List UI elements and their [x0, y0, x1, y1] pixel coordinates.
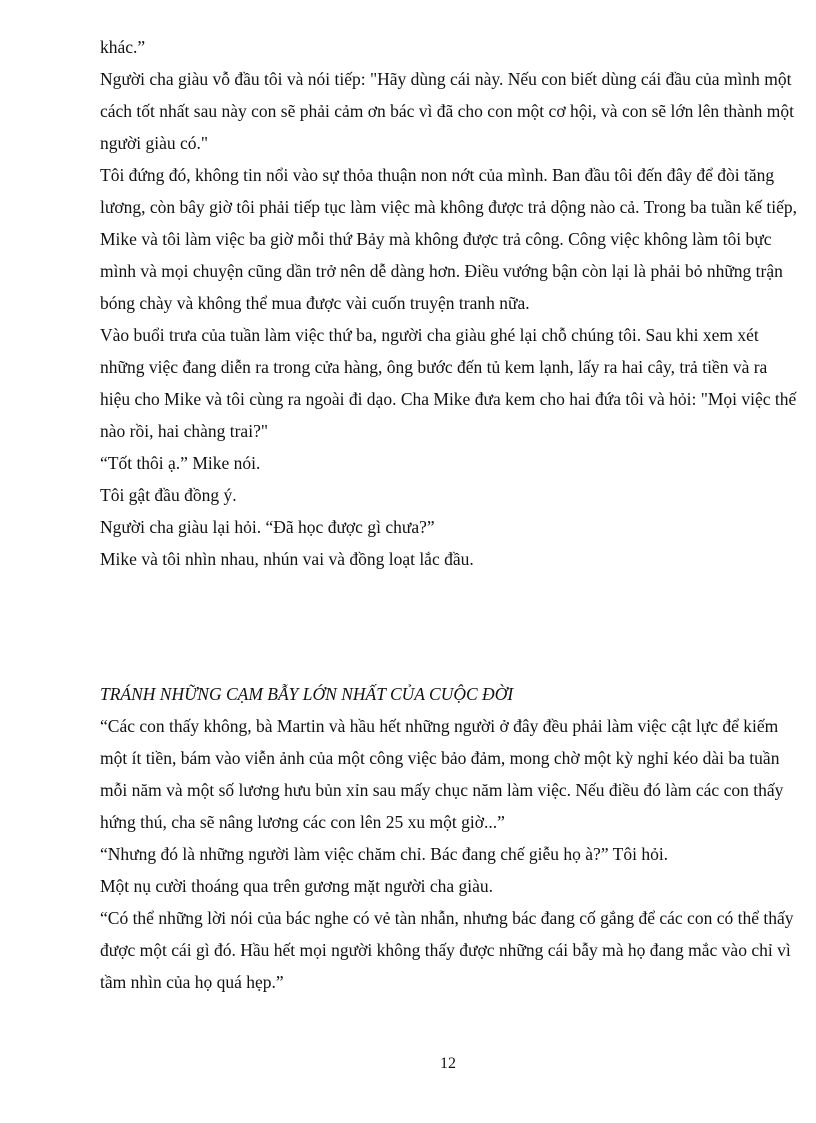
paragraph: “Tốt thôi ạ.” Mike nói.	[100, 453, 261, 473]
paragraph: Vào buổi trưa của tuần làm việc thứ ba, người cha giàu ghé lại chỗ chúng tôi. Sau khi xem xét những việc đang diễn ra trong cửa hàng, ông bước đến tủ kem lạnh, lấy ra hai cây, trả tiền và ra hiệu cho Mike và tôi cùng ra ngoài đi dạo. Cha Mike đưa kem cho hai đứa tôi và hỏi: "Mọi việc thế nào rồi, hai chàng trai?"	[100, 325, 797, 441]
paragraph: Tôi gật đầu đồng ý.	[100, 485, 237, 505]
paragraph: Tôi đứng đó, không tin nổi vào sự thỏa thuận non nớt của mình. Ban đầu tôi đến đây để đòi tăng lương, còn bây giờ tôi phải tiếp tục làm việc mà không được trả dộng nào cả. Trong ba tuần kế tiếp, Mike và tôi làm việc ba giờ mỗi thứ Bảy mà không được trả công. Công việc không làm tôi bực mình và mọi chuyện cũng dần trở nên dễ dàng hơn. Điều vướng bận còn lại là phải bỏ những trận bóng chày và không thể mua được vài cuốn truyện tranh nữa.	[100, 165, 798, 313]
paragraph: “Các con thấy không, bà Martin và hầu hết những người ở đây đều phải làm việc cật lực để kiếm một ít tiền, bám vào viễn ảnh của một công việc bảo đảm, mong chờ một kỳ nghỉ kéo dài ba tuần mỗi năm và một số lương hưu bủn xỉn sau mấy chục năm làm việc. Nếu điều đó làm các con thấy hứng thú, cha sẽ nâng lương các con lên 25 xu một giờ...”	[100, 716, 784, 832]
paragraph: Người cha giàu vỗ đầu tôi và nói tiếp: "Hãy dùng cái này. Nếu con biết dùng cái đầu của mình một cách tốt nhất sau này con sẽ phải cảm ơn bác vì đã cho con một cơ hội, và con sẽ lớn lên thành một người giàu có."	[100, 69, 795, 153]
paragraph: “Nhưng đó là những người làm việc chăm chỉ. Bác đang chế giễu họ à?” Tôi hỏi.	[100, 844, 669, 864]
section-heading: TRÁNH NHỮNG CẠM BẪY LỚN NHẤT CỦA CUỘC ĐỜI	[100, 684, 514, 704]
page-number: 12	[440, 1055, 456, 1072]
paragraph: Mike và tôi nhìn nhau, nhún vai và đồng loạt lắc đầu.	[100, 549, 474, 569]
paragraph: khác.”	[100, 37, 146, 57]
body-text-bottom	[100, 678, 800, 998]
paragraph: “Có thể những lời nói của bác nghe có vẻ tàn nhẫn, nhưng bác đang cố gắng để các con có thể thấy được một cái gì đó. Hầu hết mọi người không thấy được những cái bẫy mà họ đang mắc vào chỉ vì tầm nhìn của họ quá hẹp.”	[100, 908, 794, 992]
paragraph: Một nụ cười thoáng qua trên gương mặt người cha giàu.	[100, 876, 494, 896]
body-text-top	[100, 31, 800, 575]
paragraph: Người cha giàu lại hỏi. “Đã học được gì chưa?”	[100, 517, 435, 537]
